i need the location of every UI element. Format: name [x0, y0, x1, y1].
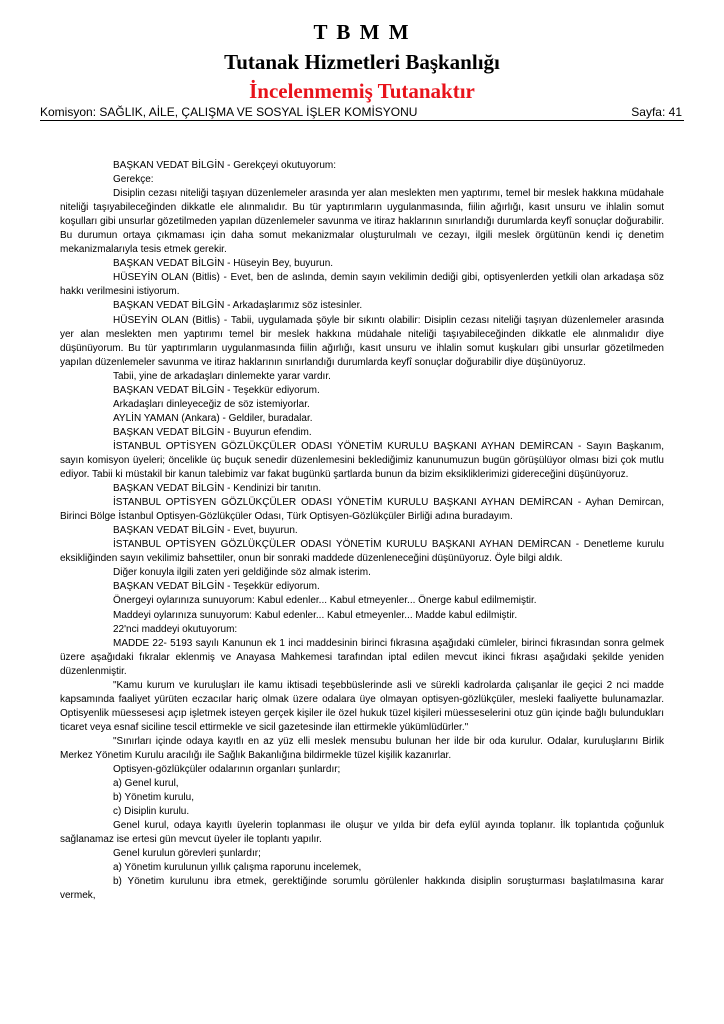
paragraph: Genel kurulun görevleri şunlardır;	[113, 848, 261, 860]
paragraph: MADDE 22- 5193 sayılı Kanunun ek 1 inci maddesinin birinci fıkrasına aşağıdaki cümleler, birinci fıkrasından sonra gelmek üzere aşağıdaki fıkralar eklenmiş ve Anayasa Mahkemesi tarafından iptal edilen mevcut ikinci fıkrası aşağıdaki şekilde yeniden düzenlenmiştir.	[60, 637, 664, 677]
paragraph: c) Disiplin kurulu.	[113, 806, 190, 818]
paragraph: "Kamu kurum ve kuruluşları ile kamu iktisadi teşebbüslerinde asli ve sürekli kadrolarda çalışanlar ile geçici 2 nci madde kapsamında faaliyet yürüten eczacılar hariç olmak üzere odalara üye olmayan optisyen-gözlükçüler, mesleki faaliyette bulunamazlar. Optisyenlik müessesesi açıp işletmek isteyen gerçek kişiler ile özel hukuk tüzel kişileri müesseselerini otuz gün içinde bağlı bulundukları ticaret veya esnaf siciline tescil ettirmekle ve sicil gazetesinde ilan ettirmekle yükümlüdürler."	[60, 679, 664, 733]
organization-title: T B M M	[313, 20, 411, 44]
paragraph: b) Yönetim kurulu,	[113, 792, 194, 804]
paragraph: İSTANBUL OPTİSYEN GÖZLÜKÇÜLER ODASI YÖNETİM KURULU BAŞKANI AYHAN DEMİRCAN - Denetleme kurulu eksikliğinden sayın vekilimiz bahsettiler, onun bir sonraki maddede düzenleneceğini düşünüyoruz. Öyle bilgi aldık.	[60, 539, 664, 565]
paragraph: BAŞKAN VEDAT BİLGİN - Hüseyin Bey, buyurun.	[113, 258, 334, 270]
paragraph: b) Yönetim kurulunu ibra etmek, gerektiğinde sorumlu görülenler hakkında disiplin soruşturması başlatılmasına karar vermek,	[60, 876, 664, 902]
paragraph: Arkadaşları dinleyeceğiz de söz istemiyorlar.	[113, 398, 310, 410]
commission-name: Komisyon: SAĞLIK, AİLE, ÇALIŞMA VE SOSYAL İŞLER KOMİSYONU	[40, 105, 418, 119]
department-title: Tutanak Hizmetleri Başkanlığı	[224, 50, 500, 74]
paragraph: AYLİN YAMAN (Ankara) - Geldiler, buradalar.	[113, 412, 313, 424]
paragraph: BAŞKAN VEDAT BİLGİN - Gerekçeyi okutuyorum:	[113, 160, 337, 171]
paragraph: Maddeyi oylarınıza sunuyorum: Kabul edenler... Kabul etmeyenler... Madde kabul edilmiştir.	[113, 609, 518, 621]
paragraph: Gerekçe:	[113, 174, 154, 186]
header-info-line	[40, 105, 684, 121]
paragraph: İSTANBUL OPTİSYEN GÖZLÜKÇÜLER ODASI YÖNETİM KURULU BAŞKANI AYHAN DEMİRCAN - Sayın Başkanım, sayın komisyon üyeleri; öncelikle üç buçuk senedir düzenlemesini beklediğimiz kanunumuzun bugün görüşülüyor olması bizi çok mutlu ediyor. Tabii ki müstakil bir kanun talebimiz var fakat bugünkü şartlarda bunun da bizim eksikliklerimizi gidereceğini düşünüyoruz.	[60, 440, 664, 481]
paragraph: İSTANBUL OPTİSYEN GÖZLÜKÇÜLER ODASI YÖNETİM KURULU BAŞKANI AYHAN DEMİRCAN - Ayhan Demircan, Birinci Bölge İstanbul Optisyen-Gözlükçüler Odası, Türk Optisyen-Gözlükçüler Birliği adına buradayım.	[60, 497, 664, 523]
paragraph: Genel kurul, odaya kayıtlı üyelerin toplanması ile oluşur ve yılda bir defa eylül ayında toplanır. İlk toplantıda çoğunluk sağlanamaz ise ertesi gün mevcut üyeler ile toplantı yapılır.	[60, 820, 664, 846]
paragraph: Diğer konuyla ilgili zaten yeri geldiğinde söz almak isterim.	[113, 567, 371, 579]
paragraph: Disiplin cezası niteliği taşıyan düzenlemeler arasında yer alan meslekten men yaptırımı, temel bir meslek hakkına müdahale niteliği taşıyabileceğinden dikkatle ele alınmalıdır. Bu tür yaptırımların uygulanmasında, fiilin ağırlığı, kasıt unsuru ve ihlalin somut koşulları gibi unsurlar gözetilmeden yapılan düzenlemeler savunma ve itiraz haklarının sınırlandığı durumlarda keyfî sonuçlar doğurabilir. Bu durumun ortaya çıkmaması için daha somut mekanizmalar oluşturulmalı ve cezayı, ilgili meslek örgütünün kendi iç denetim mekanizmalarıyla tesis etmek gerekir.	[60, 188, 664, 256]
paragraph: HÜSEYİN OLAN (Bitlis) - Tabii, uygulamada şöyle bir sıkıntı olabilir: Disiplin cezası niteliği taşıyan düzenlemeler arasında yer alan meslekten men yaptırımı temel bir meslek hakkına müdahale niteliği taşıyabileceğinden dikkatle ele alınmalıdır diye düşünüyorum. Bu tür yaptırımların uygulanmasında fiilin ağırlığı, kasıt unsuru ve ihlalin somut kuşkuları gibi unsurlar gözetilmeden yapılan düzenlemeler savunma ve itiraz haklarının sınırlandığı durumlarda keyfî sonuçlar doğurabilir diye düşünüyoruz.	[60, 314, 664, 368]
paragraph: a) Yönetim kurulunun yıllık çalışma raporunu incelemek,	[113, 862, 362, 874]
paragraph: HÜSEYİN OLAN (Bitlis) - Evet, ben de aslında, demin sayın vekilimin dediği gibi, optisyenlerden yetkili olan arkadaşa söz hakkı verilmesini istiyorum.	[60, 272, 664, 298]
paragraph: "Sınırları içinde odaya kayıtlı en az yüz elli meslek mensubu bulunan her ilde bir oda kurulur. Odalar, kuruluşlarını Birlik Merkez Yönetim Kurulu aracılığı ile Sağlık Bakanlığına bildirmekle tüzel kişilik kazanırlar.	[60, 735, 664, 761]
paragraph: Tabii, yine de arkadaşları dinlemekte yarar vardır.	[113, 370, 331, 382]
paragraph: a) Genel kurul,	[113, 778, 179, 790]
paragraph: BAŞKAN VEDAT BİLGİN - Teşekkür ediyorum.	[113, 384, 320, 396]
paragraph: BAŞKAN VEDAT BİLGİN - Evet, buyurun.	[113, 525, 298, 537]
paragraph: BAŞKAN VEDAT BİLGİN - Teşekkür ediyorum.	[113, 581, 320, 593]
paragraph: BAŞKAN VEDAT BİLGİN - Buyurun efendim.	[113, 426, 312, 438]
document-status: İncelenmemiş Tutanaktır	[249, 79, 475, 103]
paragraph: BAŞKAN VEDAT BİLGİN - Kendinizi bir tanıtın.	[113, 483, 322, 495]
transcript-body	[60, 159, 664, 903]
paragraph: 22'nci maddeyi okutuyorum:	[113, 623, 238, 635]
paragraph: Optisyen-gözlükçüler odalarının organları şunlardır;	[113, 764, 341, 776]
paragraph: Önergeyi oylarınıza sunuyorum: Kabul edenler... Kabul etmeyenler... Önerge kabul edilmemiştir.	[113, 595, 537, 607]
page-number: Sayfa: 41	[631, 105, 682, 119]
paragraph: BAŞKAN VEDAT BİLGİN - Arkadaşlarımız söz istesinler.	[113, 300, 363, 312]
